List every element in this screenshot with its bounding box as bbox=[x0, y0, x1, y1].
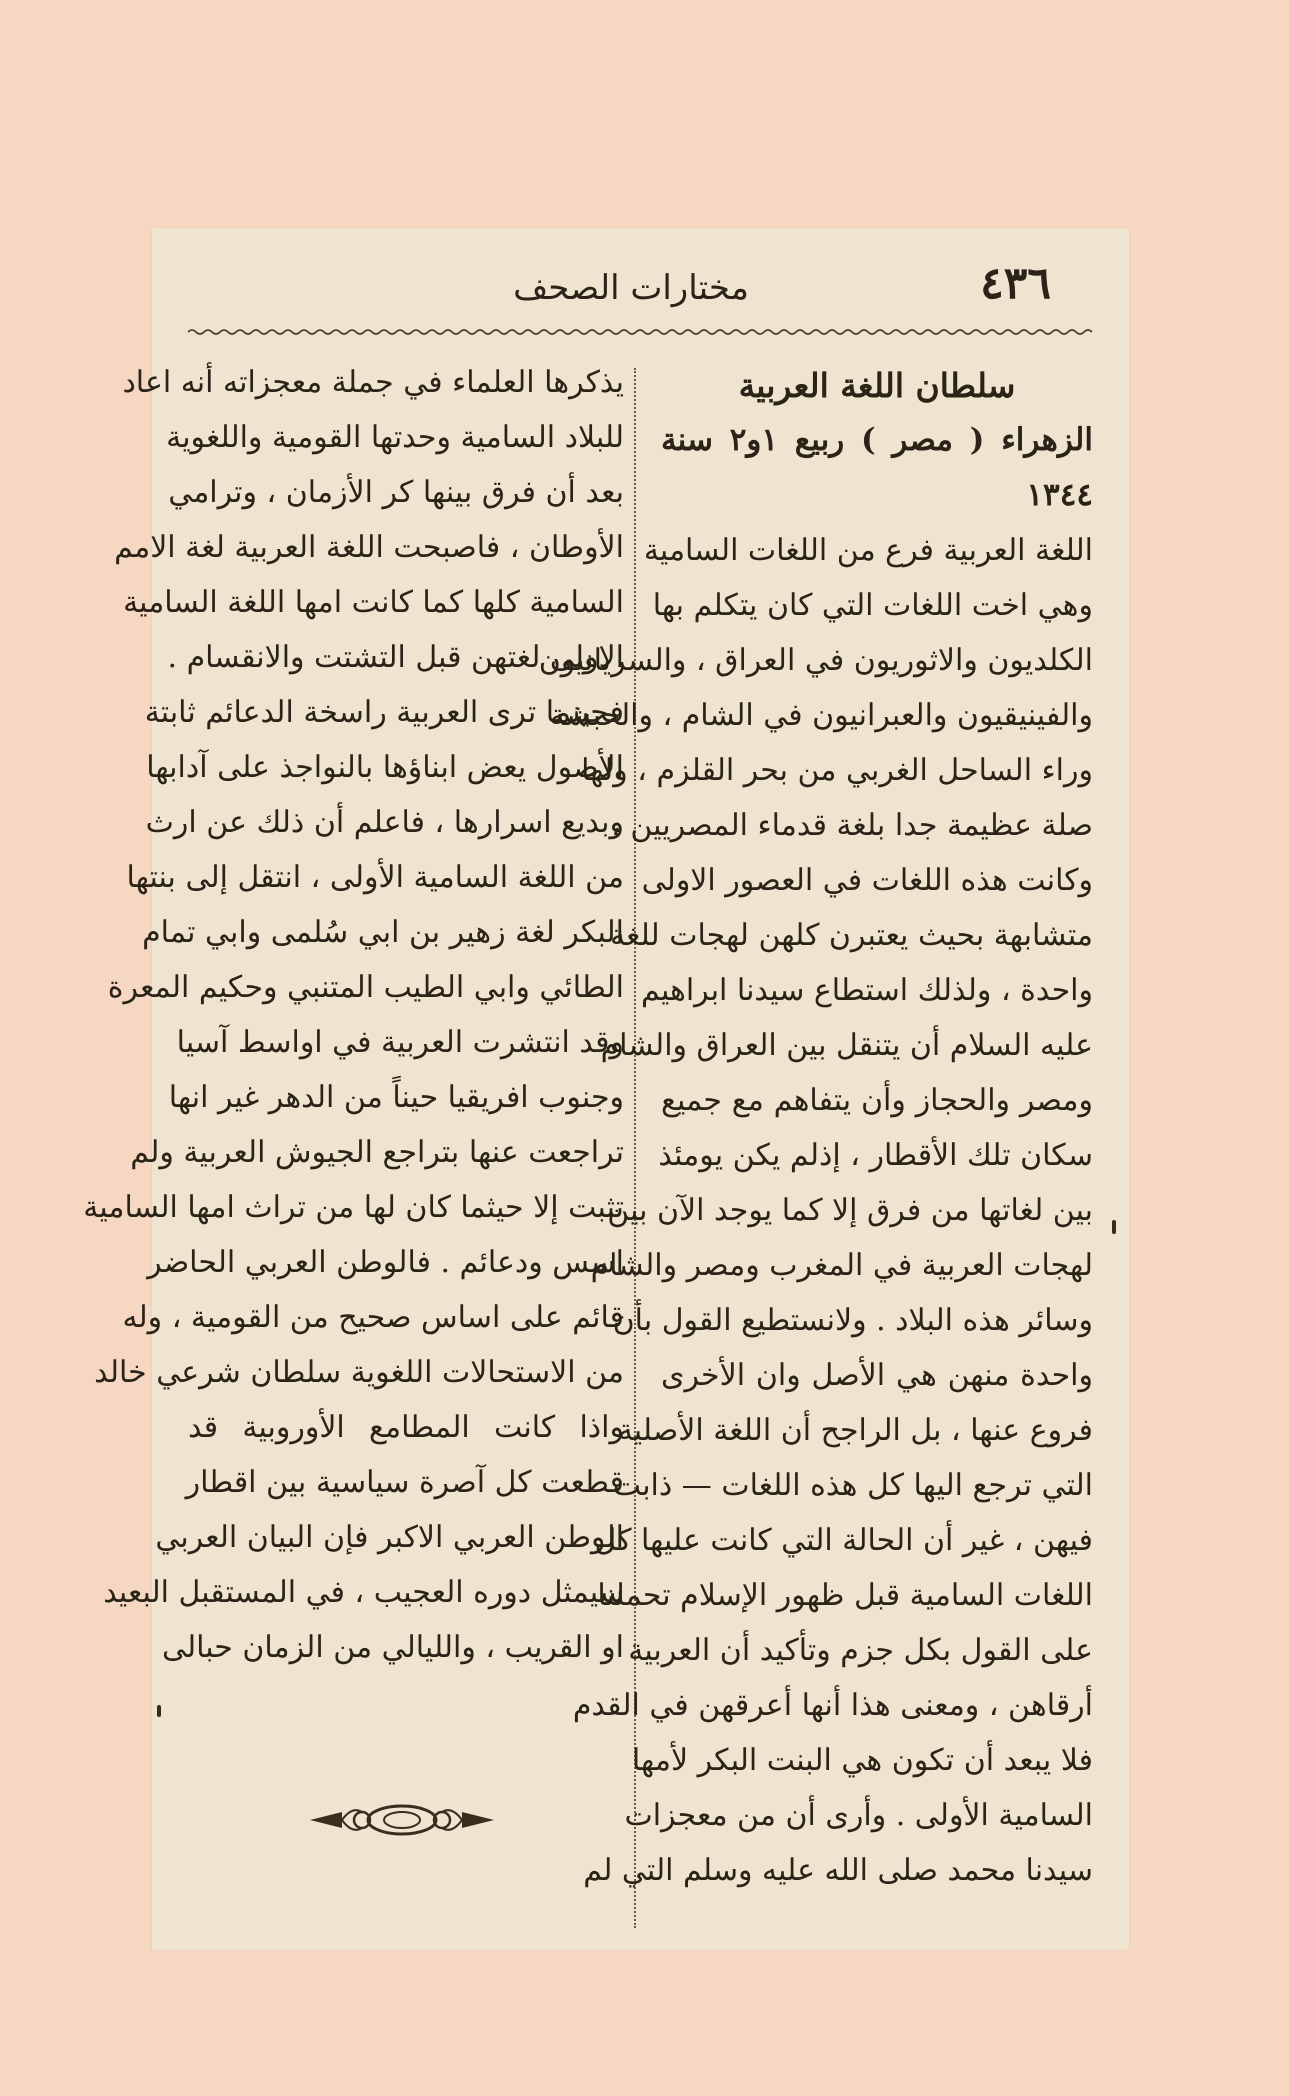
left-column-line: وقد انتشرت العربية في اواسط آسيا bbox=[176, 1025, 624, 1060]
right-column-line: فروع عنها ، بل الراجح أن اللغة الأصلية bbox=[617, 1413, 1093, 1448]
left-column-line: السامية كلها كما كانت امها اللغة السامية bbox=[123, 585, 624, 620]
right-column-line: متشابهة بحيث يعتبرن كلهن لهجات للغة bbox=[610, 918, 1093, 953]
left-column-line: فحينما ترى العربية راسخة الدعائم ثابتة bbox=[144, 695, 624, 730]
left-column-line: الأوطان ، فاصبحت اللغة العربية لغة الامم bbox=[114, 530, 624, 565]
right-column-line: واحدة منهن هي الأصل وان الأخرى bbox=[661, 1358, 1093, 1393]
right-column-line: فيهن ، غير أن الحالة التي كانت عليها كل bbox=[594, 1523, 1093, 1558]
right-column-line: فلا يبعد أن تكون هي البنت البكر لأمها bbox=[631, 1743, 1093, 1778]
left-column-line: تثبت إلا حيثما كان لها من تراث امها السامية bbox=[83, 1190, 624, 1225]
right-column-line: لهجات العربية في المغرب ومصر والشام bbox=[590, 1248, 1093, 1283]
right-column-line: اللغة العربية فرع من اللغات السامية bbox=[643, 533, 1093, 568]
right-column-line: وهي اخت اللغات التي كان يتكلم بها bbox=[652, 588, 1093, 623]
left-column-line: وجنوب افريقيا حيناً من الدهر غير انها bbox=[168, 1080, 624, 1115]
left-column-line: الطائي وابي الطيب المتنبي وحكيم المعرة bbox=[107, 970, 624, 1005]
left-column-line: تراجعت عنها بتراجع الجيوش العربية ولم bbox=[130, 1135, 624, 1170]
page-number: ٤٣٦ bbox=[980, 258, 1051, 309]
right-column-line: السامية الأولى . وأرى أن من معجزات bbox=[624, 1798, 1093, 1833]
right-column-line: ومصر والحجاز وأن يتفاهم مع جميع bbox=[661, 1083, 1093, 1118]
left-column bbox=[83, 355, 624, 1675]
right-column-line: بين لغاتها من فرق إلا كما يوجد الآن بين bbox=[607, 1193, 1093, 1228]
left-column-line: قطعت كل آصرة سياسية بين اقطار bbox=[185, 1465, 624, 1500]
left-column-line: الاولى لغتهن قبل التشتت والانقسام . bbox=[167, 640, 624, 675]
left-column-line: للبلاد السامية وحدتها القومية واللغوية bbox=[166, 420, 624, 455]
ink-speck bbox=[157, 1705, 161, 1717]
right-column-line: وراء الساحل الغربي من بحر القلزم ، ولها bbox=[581, 753, 1093, 788]
left-column-line: من الاستحالات اللغوية سلطان شرعي خالد bbox=[94, 1355, 624, 1390]
left-column-line: بعد أن فرق بينها كر الأزمان ، وترامي bbox=[168, 475, 624, 510]
left-column-lines bbox=[83, 355, 624, 1675]
page-header bbox=[152, 258, 1129, 318]
right-column-line: واحدة ، ولذلك استطاع سيدنا ابراهيم bbox=[640, 973, 1093, 1008]
right-column-line: والفينيقيون والعبرانيون في الشام ، والحبشة bbox=[549, 698, 1093, 733]
left-column-line: واذا كانت المطامع الأوروبية قد bbox=[188, 1410, 624, 1445]
left-column-line: اسس ودعائم . فالوطن العربي الحاضر bbox=[147, 1245, 624, 1280]
left-column-line: الأصول يعض ابناؤها بالنواجذ على آدابها bbox=[146, 750, 624, 785]
left-column-line: البكر لغة زهير بن ابي سُلمى وابي تمام bbox=[142, 915, 624, 950]
ink-speck bbox=[1112, 1220, 1116, 1234]
right-column bbox=[538, 358, 1093, 1898]
right-column-line: على القول بكل جزم وتأكيد أن العربية bbox=[628, 1633, 1093, 1668]
right-column-line: سيدنا محمد صلى الله عليه وسلم التي لم bbox=[583, 1853, 1093, 1888]
left-column-line: الوطن العربي الاكبر فإن البيان العربي bbox=[155, 1520, 624, 1555]
right-column-line: وسائر هذه البلاد . ولانستطيع القول بأن bbox=[612, 1303, 1093, 1338]
book-page bbox=[83, 228, 1129, 1950]
left-column-line: سيمثل دوره العجيب ، في المستقبل البعيد bbox=[103, 1575, 624, 1610]
right-column-line: اللغات السامية قبل ظهور الإسلام تحملنا bbox=[597, 1578, 1093, 1613]
left-column-line: او القريب ، والليالي من الزمان حبالى bbox=[161, 1630, 624, 1665]
left-column-line: يذكرها العلماء في جملة معجزاته أنه اعاد bbox=[122, 365, 624, 400]
right-column-lines bbox=[538, 523, 1093, 1898]
running-title: مختارات الصحف bbox=[513, 268, 749, 308]
right-column-line: وكانت هذه اللغات في العصور الاولى bbox=[641, 863, 1093, 898]
right-column-line: عليه السلام أن يتنقل بين العراق والشام bbox=[600, 1028, 1093, 1063]
right-column-line: الكلديون والاثوريون في العراق ، والسريانيون bbox=[538, 643, 1093, 678]
right-column-line: سكان تلك الأقطار ، إذلم يكن يومئذ bbox=[658, 1138, 1093, 1173]
right-column-line: أرقاهن ، ومعنى هذا أنها أعرقهن في القدم bbox=[572, 1688, 1093, 1723]
left-column-line: من اللغة السامية الأولى ، انتقل إلى بنتها bbox=[126, 860, 624, 895]
article-source: الزهراء ( مصر ) ربيع ١و٢ سنة ١٣٤٤ bbox=[661, 422, 1093, 513]
left-column-line: وبديع اسرارها ، فاعلم أن ذلك عن ارث bbox=[145, 805, 624, 840]
right-column-line: التي ترجع اليها كل هذه اللغات — ذابت bbox=[612, 1468, 1093, 1503]
left-column-line: قائم على اساس صحيح من القومية ، وله bbox=[122, 1300, 624, 1335]
article-title: سلطان اللغة العربية bbox=[738, 366, 1016, 405]
header-rule bbox=[188, 328, 1093, 336]
end-ornament bbox=[302, 1800, 502, 1840]
right-column-line: صلة عظيمة جدا بلغة قدماء المصريين ، bbox=[611, 808, 1093, 843]
